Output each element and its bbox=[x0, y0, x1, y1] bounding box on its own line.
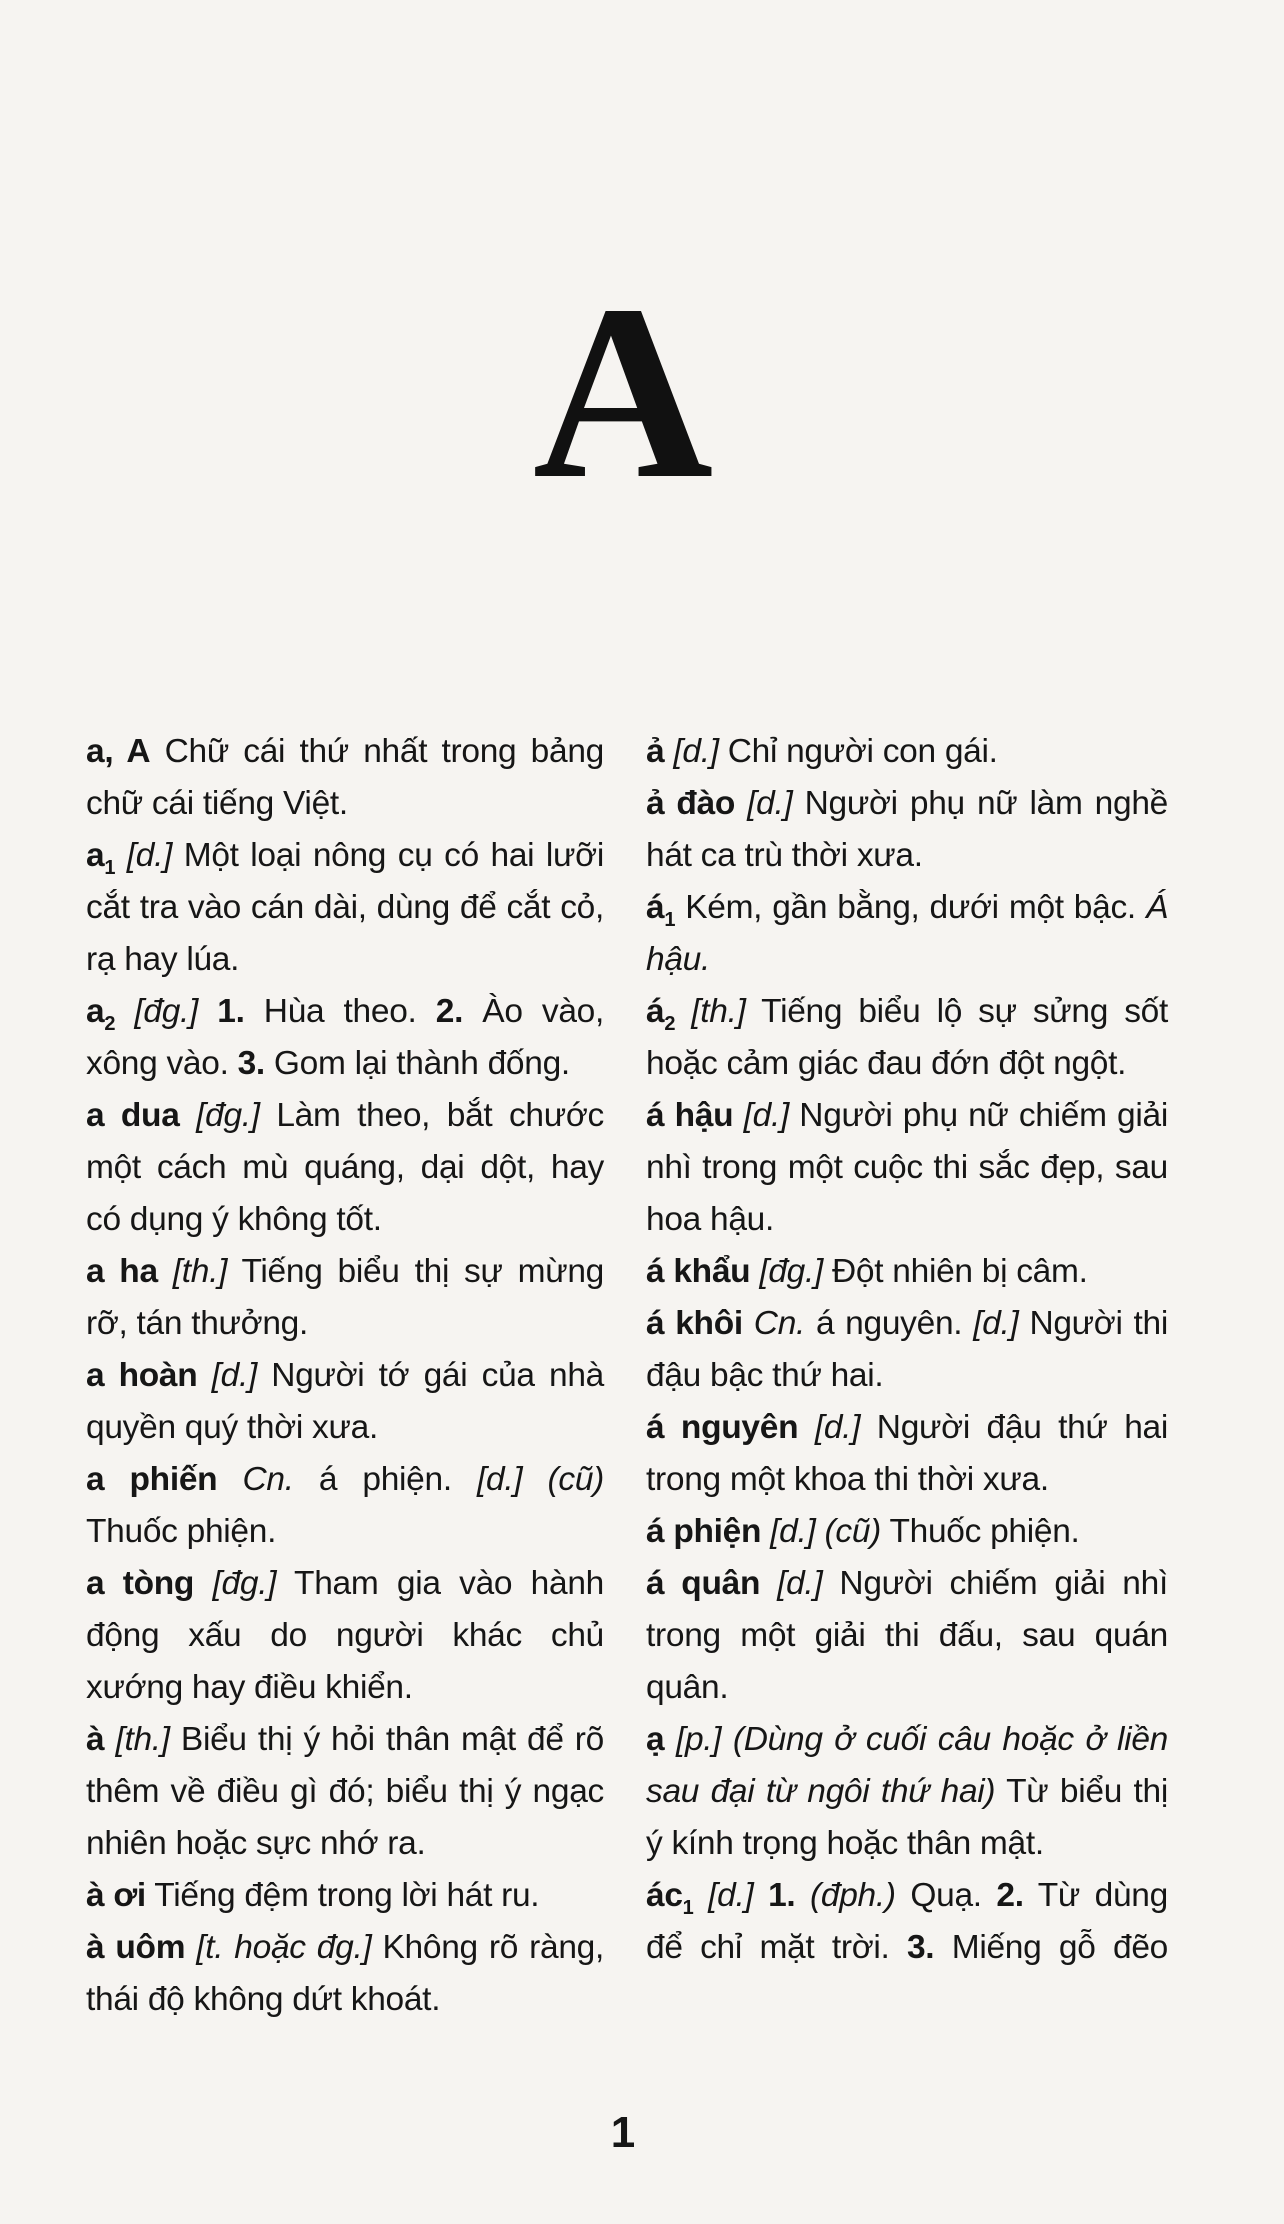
headword: a ha bbox=[86, 1253, 158, 1290]
definition-text: Thuốc phiện. bbox=[881, 1513, 1080, 1550]
definition-text: Tiếng biểu lộ sự sửng sốt hoặc cảm giác đau đớn đột ngột. bbox=[646, 993, 1168, 1082]
dictionary-entry bbox=[646, 1506, 1168, 1558]
dictionary-entry bbox=[646, 1298, 1168, 1402]
dictionary-entry bbox=[646, 1090, 1168, 1246]
definition-text: á phiện. bbox=[293, 1461, 477, 1498]
headword: á quân bbox=[646, 1565, 761, 1602]
italic-label: [đg.] bbox=[750, 1253, 824, 1290]
italic-label: [đg.] bbox=[194, 1565, 277, 1602]
definition-text: Tham gia vào hành động xấu do người khác chủ xướng hay điều khiển. bbox=[86, 1565, 604, 1706]
definition-text: Tiếng đệm trong lời hát ru. bbox=[145, 1877, 540, 1914]
headword: a phiến bbox=[86, 1461, 218, 1498]
headword: a tòng bbox=[86, 1565, 195, 1602]
italic-label: [th.] bbox=[675, 993, 746, 1030]
headword: á khẩu bbox=[646, 1253, 751, 1290]
headword: 1. bbox=[753, 1877, 796, 1914]
definition-text: Không rõ ràng, thái độ không dứt khoát. bbox=[86, 1929, 604, 2018]
definition-text: Người tớ gái của nhà quyền quý thời xưa. bbox=[86, 1357, 604, 1446]
headword: ả đào bbox=[646, 785, 736, 822]
definition-text: Chữ cái thứ nhất trong bảng chữ cái tiếng Việt. bbox=[86, 733, 605, 822]
italic-label: [d.] bbox=[760, 1565, 823, 1602]
italic-label: [d.] bbox=[197, 1357, 258, 1394]
italic-label: [th.] bbox=[157, 1253, 228, 1290]
headword: ác bbox=[646, 1877, 683, 1914]
italic-label: [đg.] bbox=[115, 993, 199, 1030]
headword: 1. bbox=[198, 993, 245, 1030]
dictionary-entry bbox=[86, 1714, 604, 1870]
dictionary-entry bbox=[86, 726, 604, 830]
dictionary-entry bbox=[646, 1558, 1168, 1714]
headword: á bbox=[646, 993, 665, 1030]
headword: a bbox=[86, 837, 105, 874]
definition-text: Đột nhiên bị câm. bbox=[823, 1253, 1088, 1290]
definition-text: Người phụ nữ làm nghề hát ca trù thời xưa. bbox=[646, 785, 1168, 874]
dictionary-entry bbox=[86, 1558, 604, 1714]
italic-label: [t. hoặc đg.] bbox=[185, 1929, 372, 1966]
definition-text: Gom lại thành đống. bbox=[264, 1045, 570, 1082]
definition-text: Người chiếm giải nhì trong một giải thi đấu, sau quán quân. bbox=[646, 1565, 1168, 1706]
italic-label: [d.] bbox=[798, 1409, 861, 1446]
headword: 2. bbox=[996, 1877, 1024, 1914]
italic-label: [d.] bbox=[693, 1877, 754, 1914]
italic-label: Cn. bbox=[742, 1305, 806, 1342]
dictionary-entry bbox=[646, 1402, 1168, 1506]
headword: 2. bbox=[435, 993, 464, 1030]
headword: à uôm bbox=[86, 1929, 186, 1966]
dictionary-entry bbox=[646, 1714, 1168, 1870]
headword: á nguyên bbox=[646, 1409, 799, 1446]
definition-text: Chỉ người con gái. bbox=[718, 733, 998, 770]
section-letter-heading: A bbox=[532, 254, 714, 531]
definition-text: á nguyên. bbox=[805, 1305, 974, 1342]
italic-label: [đg.] bbox=[179, 1097, 260, 1134]
dictionary-entry bbox=[86, 1922, 604, 2026]
dictionary-entry bbox=[86, 1870, 604, 1922]
dictionary-entry bbox=[86, 1350, 604, 1454]
headword: a, A bbox=[86, 733, 151, 770]
dictionary-entry bbox=[86, 1246, 604, 1350]
italic-label: [d.] bbox=[115, 837, 173, 874]
definition-text: Quạ. bbox=[895, 1877, 997, 1914]
definition-text: Thuốc phiện. bbox=[86, 1513, 277, 1550]
dictionary-entry bbox=[86, 830, 604, 986]
headword: a hoàn bbox=[86, 1357, 198, 1394]
dictionary-entry bbox=[646, 1870, 1168, 1974]
definition-text: Từ biểu thị ý kính trọng hoặc thân mật. bbox=[646, 1773, 1168, 1862]
headword: ạ bbox=[646, 1721, 665, 1758]
definition-text: Người đậu thứ hai trong một khoa thi thời xưa. bbox=[646, 1409, 1168, 1498]
homonym-index: 2 bbox=[664, 1013, 676, 1035]
headword: ả bbox=[646, 733, 665, 770]
definition-text: Người phụ nữ chiếm giải nhì trong một cuộc thi sắc đẹp, sau hoa hậu. bbox=[646, 1097, 1168, 1238]
italic-label: [d.] bbox=[733, 1097, 789, 1134]
italic-label: (đph.) bbox=[795, 1877, 896, 1914]
dictionary-entry bbox=[646, 1246, 1168, 1298]
headword: á hậu bbox=[646, 1097, 734, 1134]
headword: a bbox=[86, 993, 105, 1030]
dictionary-entry bbox=[86, 1454, 604, 1558]
headword: à ơi bbox=[86, 1877, 146, 1914]
headword: 3. bbox=[237, 1045, 265, 1082]
definition-text: Biểu thị ý hỏi thân mật để rõ thêm về điều gì đó; biểu thị ý ngạc nhiên hoặc sực nhớ ra. bbox=[86, 1721, 604, 1862]
italic-label: [d.] bbox=[973, 1305, 1019, 1342]
dictionary-entry bbox=[646, 986, 1168, 1090]
page-number: 1 bbox=[610, 2108, 636, 2157]
definition-text: Từ dùng để chỉ mặt trời. bbox=[646, 1877, 1168, 1966]
homonym-index: 1 bbox=[664, 909, 676, 931]
italic-label: [th.] bbox=[104, 1721, 170, 1758]
homonym-index: 1 bbox=[682, 1897, 694, 1919]
definition-text: Ào vào, xông vào. bbox=[86, 993, 604, 1082]
dictionary-entry bbox=[646, 726, 1168, 778]
italic-label: [d.] (cũ) bbox=[477, 1461, 605, 1498]
definition-text: Hùa theo. bbox=[244, 993, 436, 1030]
definition-text: Làm theo, bắt chước một cách mù quáng, dại dột, hay có dụng ý không tốt. bbox=[86, 1097, 604, 1238]
headword: a dua bbox=[86, 1097, 180, 1134]
headword: á phiện bbox=[646, 1513, 762, 1550]
italic-label: Cn. bbox=[217, 1461, 294, 1498]
definition-text: Người thi đậu bậc thứ hai. bbox=[646, 1305, 1168, 1394]
headword: à bbox=[86, 1721, 105, 1758]
definition-text: Miếng gỗ đẽo bbox=[934, 1929, 1168, 1966]
dictionary-entry bbox=[646, 778, 1168, 882]
homonym-index: 1 bbox=[104, 857, 116, 879]
italic-label: [p.] (Dùng ở cuối câu hoặc ở liền sau đại từ ngôi thứ hai) bbox=[646, 1721, 1168, 1810]
headword: á bbox=[646, 889, 665, 926]
italic-label: [d.] bbox=[735, 785, 793, 822]
headword: á khôi bbox=[646, 1305, 743, 1342]
dictionary-entry bbox=[86, 986, 604, 1090]
homonym-index: 2 bbox=[104, 1013, 116, 1035]
left-column bbox=[86, 726, 604, 2026]
definition-text: Một loại nông cụ có hai lưỡi cắt tra vào cán dài, dùng để cắt cỏ, rạ hay lúa. bbox=[86, 837, 604, 978]
definition-text: Tiếng biểu thị sự mừng rỡ, tán thưởng. bbox=[86, 1253, 604, 1342]
definition-text: Kém, gần bằng, dưới một bậc. bbox=[675, 889, 1146, 926]
dictionary-entry bbox=[86, 1090, 604, 1246]
italic-label: [d.] bbox=[664, 733, 719, 770]
dictionary-entry bbox=[646, 882, 1168, 986]
italic-label: Á hậu. bbox=[646, 889, 1168, 978]
headword: 3. bbox=[906, 1929, 935, 1966]
italic-label: [d.] (cũ) bbox=[761, 1513, 882, 1550]
right-column bbox=[646, 726, 1168, 1974]
